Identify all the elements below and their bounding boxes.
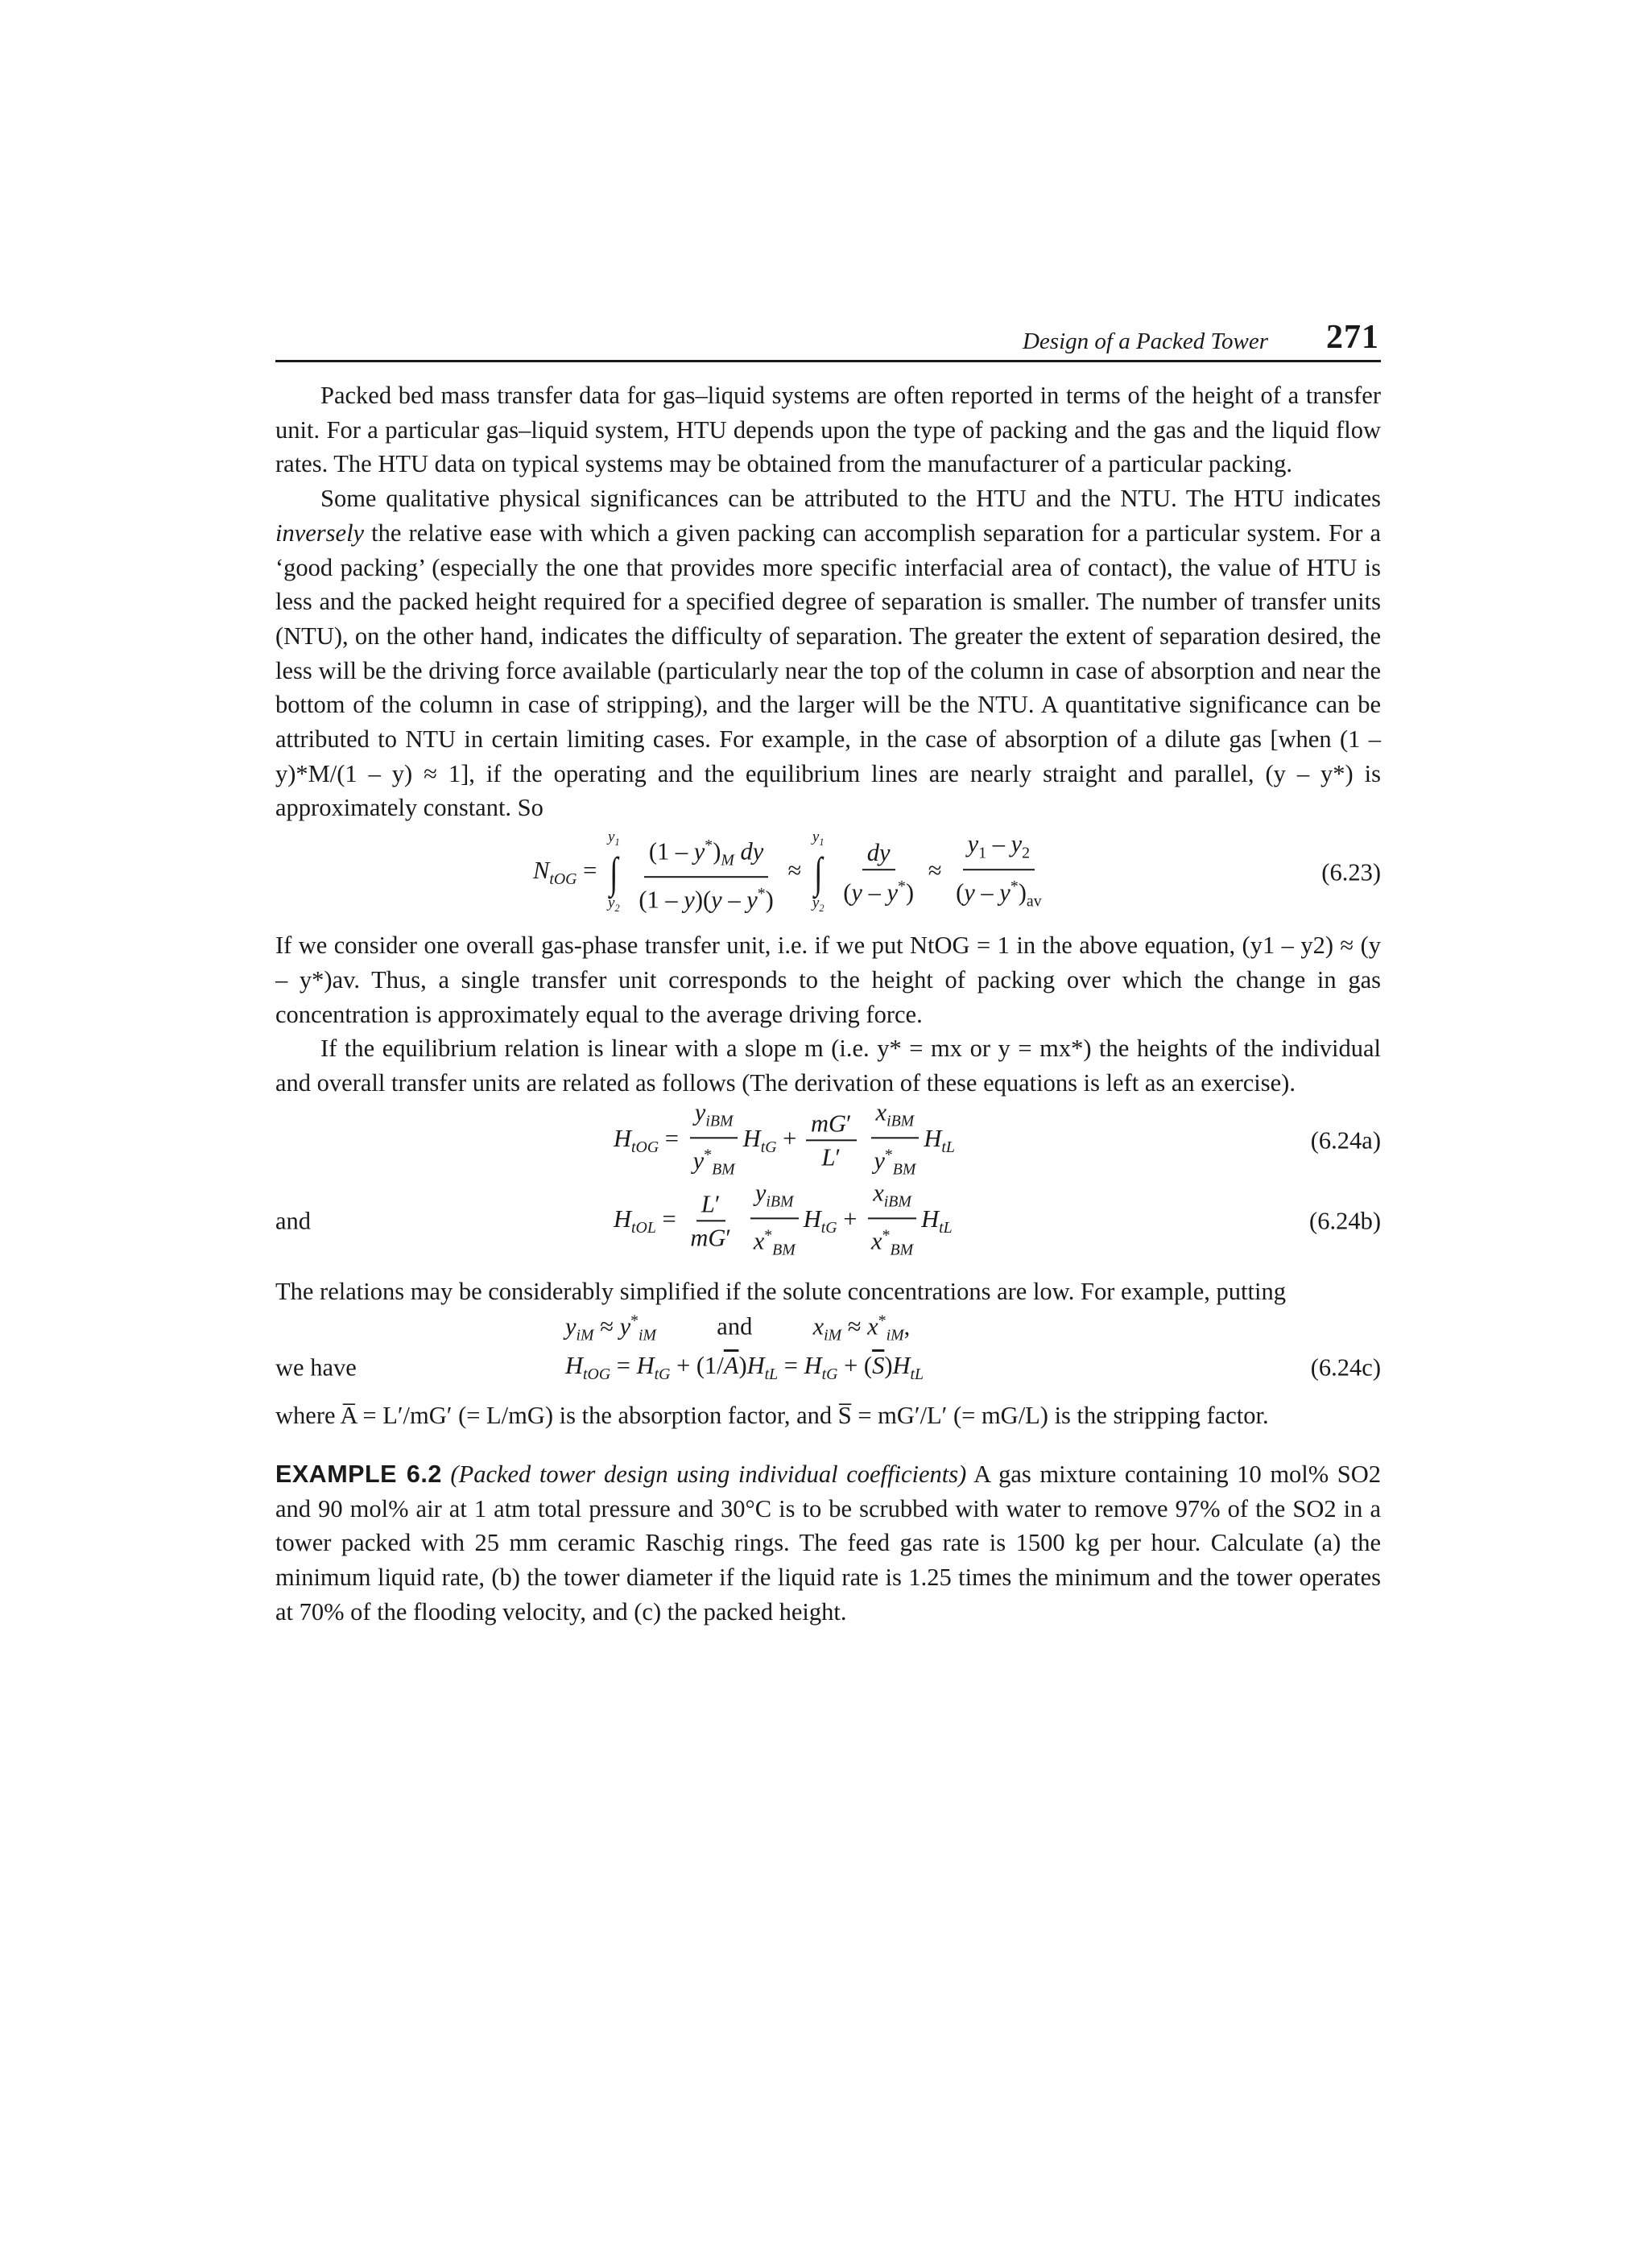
- and-label: and: [275, 1207, 312, 1235]
- example-6-2: [275, 1457, 1381, 1630]
- paragraph-significance: [275, 481, 1381, 825]
- emphasis-inversely: inversely: [275, 518, 365, 547]
- equation-number: (6.24b): [1309, 1207, 1381, 1235]
- example-label: EXAMPLE 6.2: [275, 1460, 442, 1489]
- equation-6-24a-body: $H_{tOG}$ = $\frac{y_{iBM}}{y^*_{BM}}$ $H_{tG}$ + $\frac{mG'}{L'}$ $\frac{x_{iBM}}{y^*_{BM}}$ $H_{tL}$: [614, 1097, 955, 1179]
- equation-number: (6.24a): [1310, 1126, 1381, 1155]
- paragraph-simplified: The relations may be considerably simplified if the solute concentrations are low. For example, putting: [275, 1277, 1286, 1305]
- example-text: [275, 1457, 1381, 1630]
- paragraph-significance-part-a: Some qualitative physical significances can be attributed to the HTU and the NTU. The HTU indicates: [320, 485, 1381, 513]
- equation-6-24a: [275, 1097, 1381, 1181]
- equation-number: (6.24c): [1310, 1353, 1381, 1382]
- running-head: Design of a Packed Tower: [1022, 328, 1268, 354]
- equation-approximation-body: $y_{iM} \approx y^*_{iM}$ and $x_{iM} \approx x^*_{iM}$,: [565, 1312, 911, 1345]
- paragraph-transfer-unit: If we consider one overall gas-phase transfer unit, i.e. if we put NtOG = 1 in the above equation, (y1 – y2) ≈ (y – y*)av. Thus, a single transfer unit corresponds to the height of packing over which the change in gas concentration is approximately equal to the average driving force.: [275, 932, 1381, 1028]
- equation-approximation: [275, 1308, 1381, 1349]
- we-have-label: we have: [275, 1353, 357, 1382]
- equation-6-24c: [275, 1349, 1381, 1387]
- equation-6-24c-body: $H_{tOG} = H_{tG} + (1/\overline{A})H_{tL} = H_{tG} + (\overline{S})H_{tL}$: [565, 1352, 924, 1384]
- equation-6-23: [275, 825, 1381, 920]
- equation-6-23-body: $N_{tOG}$ = $y_1$ ∫ $y_2$ $\frac{(1 - y^*)_M dy}{(1 - y)(y - y^*)}$ ≈ $y_1$ ∫ $y_2$ $\frac{dy}{(y - y^*)}$ ≈ $\frac{y_1 - y_2}{(y - y^*)_{av}}$: [533, 828, 1042, 914]
- and-mid-label: and: [717, 1312, 753, 1341]
- page-header: [275, 318, 1381, 362]
- page-number: 271: [1326, 319, 1379, 356]
- example-title: (Packed tower design using individual coefficients): [450, 1460, 967, 1489]
- example-body: A gas mixture containing 10 mol% SO2 and 90 mol% air at 1 atm total pressure and 30°C is to be scrubbed with water to remove 97% of the SO2 in a tower packed with 25 mm ceramic Raschig rings. The feed gas rate is 1500 kg per hour. Calculate (a) the minimum liquid rate, (b) the tower diameter if the liquid rate is 1.25 times the minimum and the tower operates at 70% of the flooding velocity, and (c) the packed height.: [275, 1460, 1382, 1626]
- page-body: [275, 378, 1381, 1630]
- paragraph-significance-part-b: the relative ease with which a given packing can accomplish separation for a particular system. For a ‘good packing’ (especially the one that provides more specific interfacial area of contact), the value of HTU is less and the packed height required for a specified degree of separation is smaller. The number of transfer units (NTU), on the other hand, indicates the difficulty of separation. The greater the extent of separation desired, the less will be the driving force available (particularly near the top of the column in case of absorption and near the bottom of the column in case of stripping), and the larger will be the NTU. A quantitative significance can be attributed to NTU in certain limiting cases. For example, in the case of absorption of a dilute gas [when (1 – y)*M/(1 – y) ≈ 1], if the operating and the equilibrium lines are nearly straight and parallel, (y – y*) is approximately constant. So: [275, 518, 1381, 822]
- paragraph-htu-data: Packed bed mass transfer data for gas–liquid systems are often reported in terms of the height of a transfer unit. For a particular gas–liquid system, HTU depends upon the type of packing and the gas and the liquid flow rates. The HTU data on typical systems may be obtained from the manufacturer of a particular packing.: [275, 382, 1381, 478]
- paragraph-equilibrium-linear: If the equilibrium relation is linear with a slope m (i.e. y* = mx or y = mx*) the heights of the individual and overall transfer units are related as follows (The derivation of these equations is left as an exercise).: [275, 1035, 1381, 1097]
- equation-6-24b: [275, 1178, 1381, 1262]
- equation-6-24b-body: $H_{tOL}$ = $\frac{L'}{mG'}$ $\frac{y_{iBM}}{x^*_{BM}}$ $H_{tG}$ + $\frac{x_{iBM}}{x^*_{BM}}$ $H_{tL}$: [614, 1178, 953, 1259]
- paragraph-factors: where A̅ = L′/mG′ (= L/mG) is the absorption factor, and S̅ = mG′/L′ (= mG/L) is the stripping factor.: [275, 1402, 1269, 1430]
- equation-number: (6.23): [1321, 858, 1381, 886]
